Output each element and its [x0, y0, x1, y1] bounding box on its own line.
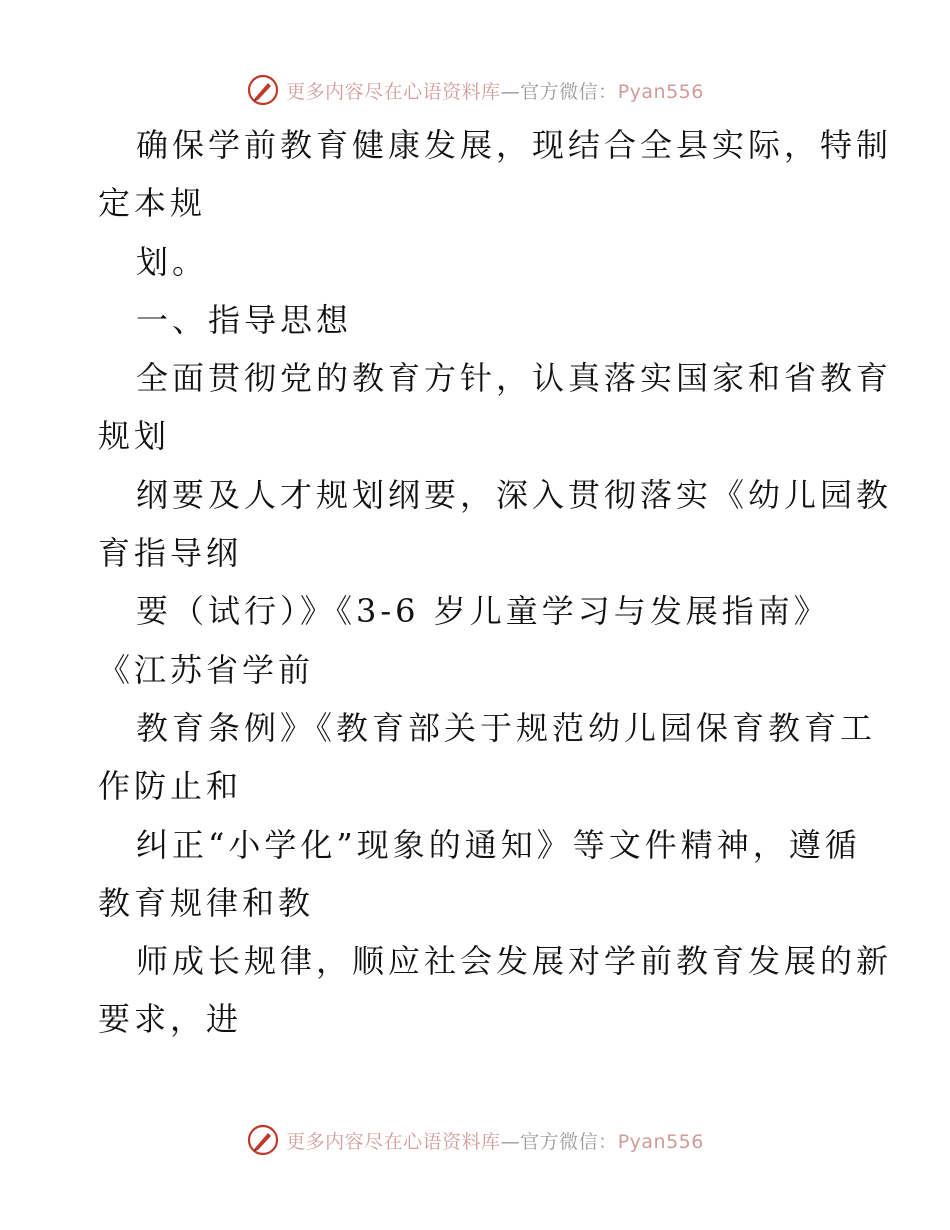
text-line: 《江苏省学前 — [98, 650, 315, 689]
footer-banner-official: —官方微信： — [500, 1130, 618, 1153]
text-line: 要（试行）》《3-6 岁儿童学习与发展指南》 — [136, 592, 830, 631]
text-line: 划。 — [136, 242, 209, 281]
footer-watermark-banner — [0, 1120, 950, 1160]
footer-banner-text — [286, 1127, 704, 1154]
text-line: 一、指导思想 — [136, 300, 353, 339]
text-line: 规划 — [98, 417, 171, 456]
text-line: 纠正“小学化”现象的通知》等文件精神，遵循 — [136, 825, 861, 864]
text-line: 师成长规律，顺应社会发展对学前教育发展的新 — [136, 942, 893, 981]
text-line: 确保学前教育健康发展，现结合全县实际，特制 — [136, 126, 893, 164]
text-line: 要求，进 — [98, 1000, 243, 1039]
text-line: 全面贯彻党的教育方针，认真落实国家和省教育 — [136, 359, 893, 398]
document-body — [98, 116, 893, 1049]
header-banner-brand: 更多内容尽在心语资料库 — [286, 80, 501, 103]
header-watermark-banner — [0, 70, 950, 110]
pen-logo-icon — [246, 73, 280, 107]
header-banner-official: —官方微信： — [500, 80, 618, 103]
text-line: 定本规 — [98, 184, 207, 223]
text-line: 作防止和 — [98, 767, 243, 806]
header-banner-text — [286, 77, 704, 104]
footer-banner-brand: 更多内容尽在心语资料库 — [286, 1130, 501, 1153]
text-line: 教育规律和教 — [98, 883, 315, 922]
footer-banner-account: Pyan556 — [617, 1130, 704, 1153]
text-line: 教育条例》《教育部关于规范幼儿园保育教育工 — [136, 708, 877, 747]
pen-logo-icon — [246, 1123, 280, 1157]
header-banner-account: Pyan556 — [617, 80, 704, 103]
text-line: 纲要及人才规划纲要，深入贯彻落实《幼儿园教 — [136, 475, 893, 514]
text-line: 育指导纲 — [98, 534, 243, 573]
